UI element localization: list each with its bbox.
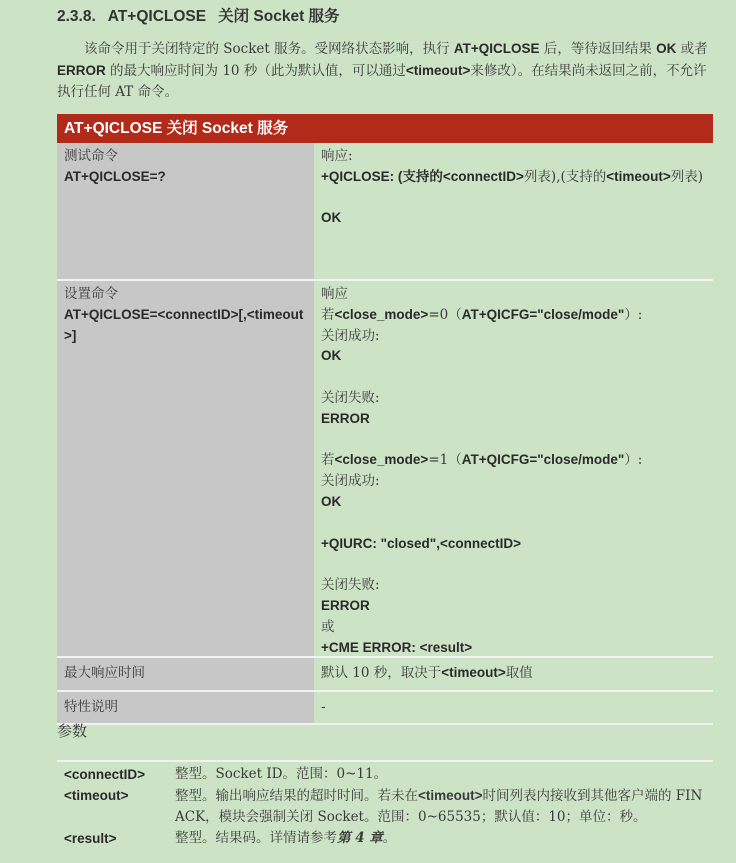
section-number: 2.3.8.	[57, 8, 96, 25]
urc-result: +QIURC: "closed",<connectID>	[321, 535, 521, 551]
set-response-cell	[314, 281, 713, 656]
params-heading: 参数	[57, 722, 88, 740]
set-command-cell	[57, 281, 314, 656]
success-label: 关闭成功:	[321, 327, 380, 344]
max-response-value-cell	[314, 658, 713, 690]
failure-label: 关闭失败:	[321, 389, 380, 406]
intro-error: ERROR	[57, 63, 106, 78]
chapter-link[interactable]: 第 4 章	[337, 830, 383, 846]
failure-label: 关闭失败:	[321, 577, 380, 594]
set-response-label: 响应	[321, 286, 348, 302]
ok-result: OK	[321, 348, 342, 364]
param-row	[57, 764, 713, 785]
intro-text: 来修改）。在结果尚未返回之前，不允许执行任何 AT 命令。	[57, 63, 707, 100]
param-row	[57, 785, 713, 828]
intro-command: AT+QICLOSE	[453, 41, 540, 56]
table-row-notes	[57, 692, 713, 725]
intro-text: 后，等待返回结果	[539, 41, 657, 57]
param-name: <connectID>	[64, 767, 146, 782]
test-ok: OK	[321, 210, 342, 226]
close-mode-1-line: 若<close_mode>=1（AT+QICFG="close/mode"）:	[321, 452, 643, 469]
intro-paragraph	[57, 38, 713, 103]
test-command: AT+QICLOSE=?	[64, 168, 166, 184]
param-desc: 整型。结果码。详情请参考第 4 章。	[175, 830, 397, 846]
intro-text: 该命令用于关闭特定的 Socket 服务。受网络状态影响，执行	[84, 41, 454, 57]
notes-label-cell	[57, 692, 314, 723]
test-response-label: 响应:	[321, 148, 353, 164]
notes-value-cell	[314, 692, 713, 723]
table-title: AT+QICLOSE 关闭 Socket 服务	[57, 114, 713, 143]
section-heading	[57, 4, 340, 26]
cme-error-result: +CME ERROR: <result>	[321, 639, 473, 655]
error-result: ERROR	[321, 597, 370, 613]
max-response-label: 最大响应时间	[64, 665, 145, 681]
intro-timeout: <timeout>	[405, 63, 471, 78]
notes-label: 特性说明	[64, 699, 118, 715]
section-command: AT+QICLOSE	[107, 8, 207, 25]
ok-result: OK	[321, 493, 342, 509]
set-command-label: 设置命令	[64, 286, 118, 302]
table-row-max-response	[57, 658, 713, 692]
param-row	[57, 828, 713, 849]
section-title: 关闭 Socket 服务	[218, 8, 340, 25]
table-row-set	[57, 281, 713, 658]
set-command: AT+QICLOSE=<connectID>[,<timeout>]	[64, 306, 304, 343]
success-label: 关闭成功:	[321, 473, 380, 490]
test-command-label: 测试命令	[64, 148, 118, 164]
or-text: 或	[321, 618, 335, 635]
intro-ok: OK	[656, 41, 677, 56]
intro-text: 或者	[676, 41, 708, 57]
error-result: ERROR	[321, 410, 370, 426]
notes-value: -	[321, 699, 326, 715]
intro-text: 的最大响应时间为 10 秒（此为默认值，可以通过	[105, 63, 406, 79]
param-desc: 整型。输出响应结果的超时时间。若未在<timeout>时间列表内接收到其他客户端的 FIN ACK，模块会强制关闭 Socket。范围：0~65535；默认值：10；单位：秒。	[175, 788, 703, 825]
test-response-text: +QICLOSE: (支持的<connectID>列表),(支持的<timeout>列表)	[321, 168, 704, 185]
params-list	[57, 760, 713, 849]
param-desc: 整型。Socket ID。范围：0~11。	[175, 766, 388, 782]
table-row-test	[57, 143, 713, 281]
close-mode-0-line: 若<close_mode>=0（AT+QICFG="close/mode"）:	[321, 306, 643, 323]
max-response-value: 默认 10 秒，取决于<timeout>取值	[321, 665, 533, 681]
param-name: <timeout>	[64, 788, 129, 803]
command-table	[57, 114, 713, 725]
test-command-cell	[57, 143, 314, 279]
test-response-cell	[314, 143, 713, 279]
param-name: <result>	[64, 831, 117, 846]
max-response-label-cell	[57, 658, 314, 690]
